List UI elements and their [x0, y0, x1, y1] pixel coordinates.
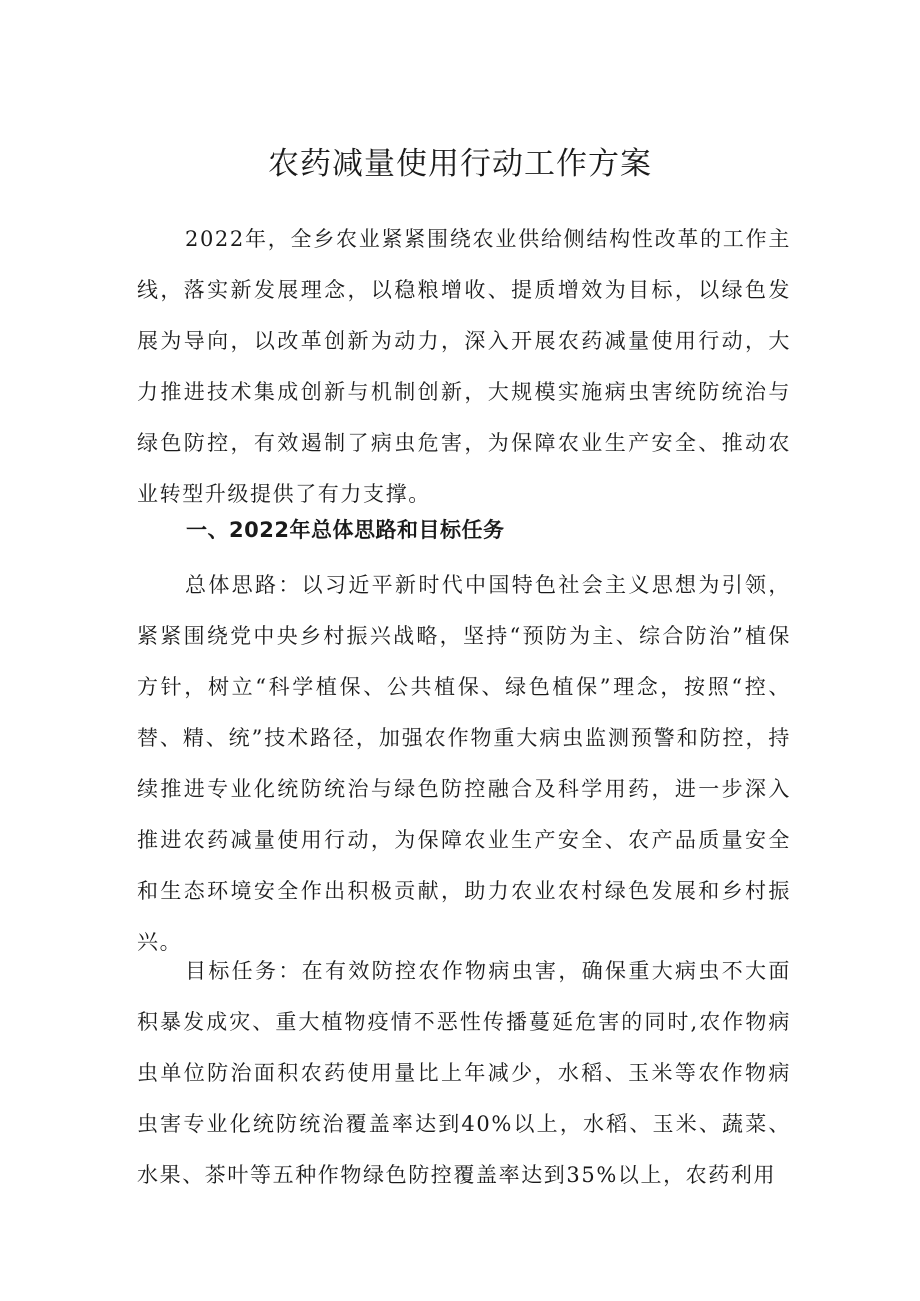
targets-paragraph: 目标任务：在有效防控农作物病虫害，确保重大病虫不大面积暴发成灾、重大植物疫情不恶性传播蔓延危害的同时,农作物病虫单位防治面积农药使用量比上年减少，水稻、玉米等农作物病虫害专业化统防统治覆盖率达到40%以上，水稻、玉米、蔬菜、水果、茶叶等五种作物绿色防控覆盖率达到35%以上，农药利用	[137, 959, 791, 1187]
intro-paragraph: 2022年，全乡农业紧紧围绕农业供给侧结构性改革的工作主线，落实新发展理念，以稳粮增收、提质增效为目标，以绿色发展为导向，以改革创新为动力，深入开展农药减量使用行动，大力推进技术集成创新与机制创新，大规模实施病虫害统防统治与绿色防控，有效遏制了病虫危害，为保障农业生产安全、推动农业转型升级提供了有力支撑。	[137, 227, 791, 506]
section-heading: 一、2022年总体思路和目标任务	[186, 518, 505, 542]
document-title: 农药减量使用行动工作方案	[268, 146, 652, 182]
overall-approach-paragraph: 总体思路：以习近平新时代中国特色社会主义思想为引领，紧紧围绕党中央乡村振兴战略，坚持“预防为主、综合防治”植保方针，树立“科学植保、公共植保、绿色植保”理念，按照“控、替、精、统”技术路径，加强农作物重大病虫监测预警和防控，持续推进专业化统防统治与绿色防控融合及科学用药，进一步深入推进农药减量使用行动，为保障农业生产安全、农产品质量安全和生态环境安全作出积极贡献，助力农业农村绿色发展和乡村振兴。	[137, 573, 791, 954]
